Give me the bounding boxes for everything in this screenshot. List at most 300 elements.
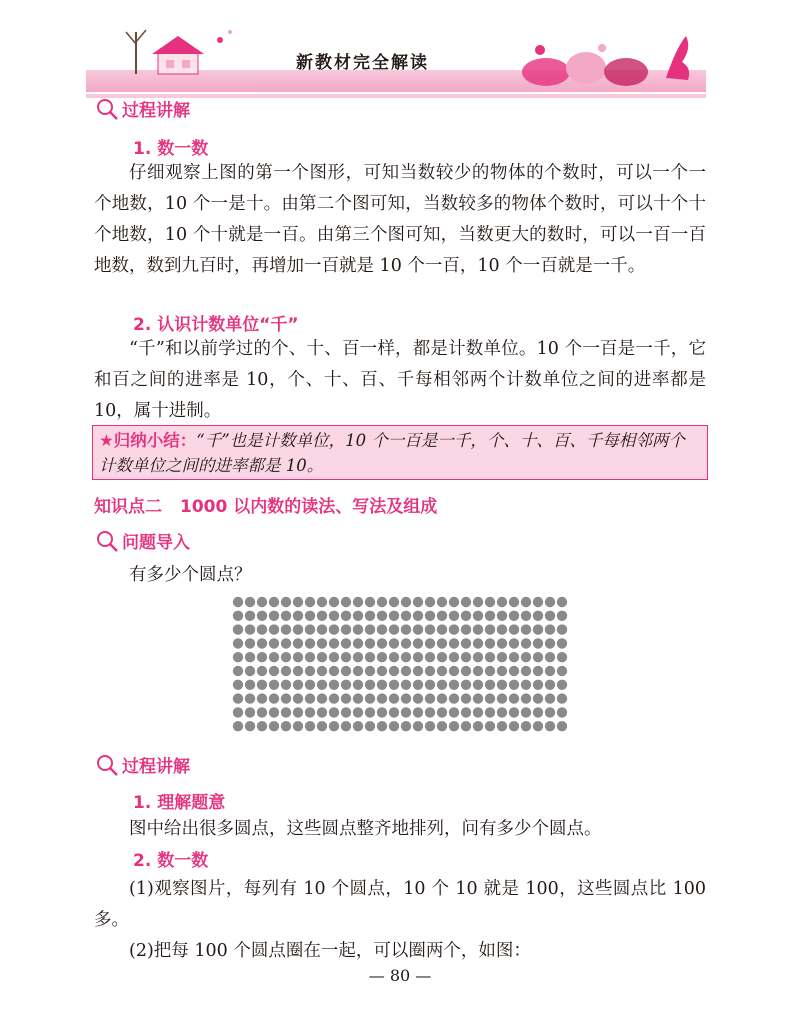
dot (389, 680, 399, 690)
dot (245, 666, 255, 676)
dot (509, 680, 519, 690)
dot (353, 666, 363, 676)
dot (257, 707, 267, 717)
dot (341, 597, 351, 607)
dot (389, 707, 399, 717)
dot (329, 624, 339, 634)
dot (473, 597, 483, 607)
dot (533, 638, 543, 648)
dot (545, 624, 555, 634)
subheading-understand: 1. 理解题意 (133, 793, 226, 813)
dot (365, 680, 375, 690)
dot (497, 624, 507, 634)
dot (497, 611, 507, 621)
dot (233, 624, 243, 634)
dot (281, 693, 291, 703)
dot (305, 693, 315, 703)
summary-box (92, 425, 708, 480)
dot (233, 680, 243, 690)
paragraph-understand: 图中给出很多圆点，这些圆点整齐地排列，问有多少个圆点。 (129, 819, 602, 839)
dot (245, 597, 255, 607)
dot (293, 611, 303, 621)
dot (281, 624, 291, 634)
dot (317, 693, 327, 703)
dot (281, 611, 291, 621)
dot (293, 638, 303, 648)
dot (485, 693, 495, 703)
dot (305, 638, 315, 648)
dot (257, 638, 267, 648)
dot (557, 721, 567, 731)
dot (377, 680, 387, 690)
dot (317, 638, 327, 648)
dot (449, 624, 459, 634)
dot (497, 666, 507, 676)
dot (341, 611, 351, 621)
dot (401, 624, 411, 634)
dot (257, 721, 267, 731)
dot (233, 611, 243, 621)
dot (317, 680, 327, 690)
dot (509, 597, 519, 607)
dot (533, 707, 543, 717)
dot (293, 721, 303, 731)
dot (329, 652, 339, 662)
dot (521, 597, 531, 607)
dot (317, 624, 327, 634)
dot (545, 680, 555, 690)
dot (473, 624, 483, 634)
dot (257, 666, 267, 676)
dot (245, 611, 255, 621)
dot (377, 624, 387, 634)
dot (413, 721, 423, 731)
dot (257, 624, 267, 634)
dot (425, 721, 435, 731)
dot (497, 680, 507, 690)
dot (449, 611, 459, 621)
dot (365, 652, 375, 662)
dot (485, 721, 495, 731)
dot (317, 597, 327, 607)
dot (497, 597, 507, 607)
dot (245, 693, 255, 703)
dot (413, 624, 423, 634)
dot (401, 707, 411, 717)
dot (389, 666, 399, 676)
dot (557, 680, 567, 690)
dot (449, 693, 459, 703)
dot (485, 680, 495, 690)
dot (233, 652, 243, 662)
dot (401, 721, 411, 731)
dot (473, 611, 483, 621)
dot (461, 624, 471, 634)
dot (401, 611, 411, 621)
dot (521, 693, 531, 703)
dot (245, 638, 255, 648)
dot (485, 597, 495, 607)
dot (413, 597, 423, 607)
dot (461, 611, 471, 621)
dot (389, 638, 399, 648)
subheading-unit-thousand: 2. 认识计数单位“千” (133, 315, 299, 335)
dot (269, 611, 279, 621)
dot (317, 707, 327, 717)
dot (257, 680, 267, 690)
dot (317, 611, 327, 621)
dot (293, 597, 303, 607)
dot (353, 597, 363, 607)
dot (533, 721, 543, 731)
dot (521, 652, 531, 662)
dot (473, 693, 483, 703)
dot (341, 693, 351, 703)
dot (521, 721, 531, 731)
dot (269, 666, 279, 676)
dot (509, 652, 519, 662)
dot (461, 597, 471, 607)
dot (329, 707, 339, 717)
dot (509, 707, 519, 717)
dot (233, 638, 243, 648)
dot (545, 693, 555, 703)
dot (461, 652, 471, 662)
dot (341, 707, 351, 717)
dot (389, 611, 399, 621)
dot (377, 721, 387, 731)
dot (329, 611, 339, 621)
dot (521, 680, 531, 690)
dot (389, 597, 399, 607)
dot (389, 693, 399, 703)
dot (509, 624, 519, 634)
dot (293, 652, 303, 662)
dot (329, 721, 339, 731)
dot (353, 707, 363, 717)
dot (233, 721, 243, 731)
dot (293, 693, 303, 703)
dot (281, 680, 291, 690)
dot (545, 638, 555, 648)
dot (341, 624, 351, 634)
dot (485, 707, 495, 717)
dot (353, 721, 363, 731)
dot (437, 638, 447, 648)
dot (293, 680, 303, 690)
dot (485, 666, 495, 676)
dot (233, 707, 243, 717)
dot (497, 707, 507, 717)
dot (425, 707, 435, 717)
dot (509, 638, 519, 648)
dot (461, 721, 471, 731)
dot (437, 693, 447, 703)
dot (389, 624, 399, 634)
dot (461, 707, 471, 717)
dot (353, 638, 363, 648)
dot (521, 611, 531, 621)
dot (317, 666, 327, 676)
section-heading-process-2: 过程讲解 (94, 752, 190, 777)
dot (425, 666, 435, 676)
dot (305, 680, 315, 690)
dot (521, 707, 531, 717)
dot (545, 611, 555, 621)
question-text: 有多少个圆点？ (129, 565, 252, 585)
dot (449, 652, 459, 662)
dot (257, 611, 267, 621)
dot (533, 666, 543, 676)
dot (533, 624, 543, 634)
dot (497, 652, 507, 662)
dot (401, 597, 411, 607)
dot (269, 652, 279, 662)
dot (449, 666, 459, 676)
dot (437, 611, 447, 621)
dot (245, 624, 255, 634)
dot (293, 666, 303, 676)
dot (509, 693, 519, 703)
dot (497, 638, 507, 648)
dot (449, 638, 459, 648)
dot (401, 652, 411, 662)
dot (305, 597, 315, 607)
dot (353, 611, 363, 621)
house-tree-illustration (108, 18, 258, 78)
dot (401, 693, 411, 703)
dot (329, 680, 339, 690)
paragraph-count: 仔细观察上图的第一个图形，可知当数较少的物体的个数时，可以一个一个地数，10 个一是十。由第二个图可知，当数较多的物体个数时，可以十个十个地数，10 个十就是一百。由第三个图可知，当数更大的数时，可以一百一百地数，数到九百时，再增加一百就是 10 个一百，10 个一百就是一千。 (94, 163, 706, 276)
dot (341, 680, 351, 690)
dot (425, 680, 435, 690)
summary-lead: ★归纳小结： (99, 431, 197, 450)
dot (365, 624, 375, 634)
dot (521, 624, 531, 634)
dot (377, 611, 387, 621)
dot (533, 652, 543, 662)
knowledge-point-heading (94, 492, 455, 517)
dot (341, 638, 351, 648)
dot (293, 707, 303, 717)
dot (269, 707, 279, 717)
dot (281, 721, 291, 731)
dot (269, 693, 279, 703)
dot (485, 638, 495, 648)
paragraph-observe: (1)观察图片，每列有 10 个圆点，10 个 10 就是 100，这些圆点比 100 多。 (94, 879, 706, 930)
dot (269, 597, 279, 607)
dot (245, 721, 255, 731)
dot (341, 721, 351, 731)
dot (341, 652, 351, 662)
dot (377, 693, 387, 703)
dot (449, 721, 459, 731)
dot (533, 611, 543, 621)
dot (305, 707, 315, 717)
dot (425, 652, 435, 662)
dot (449, 680, 459, 690)
dot (377, 652, 387, 662)
dot (557, 597, 567, 607)
section-heading-question: 问题导入 (94, 528, 190, 553)
dot (365, 597, 375, 607)
dot (269, 721, 279, 731)
dot (257, 597, 267, 607)
dot (473, 680, 483, 690)
dot (461, 638, 471, 648)
dot (413, 693, 423, 703)
page-number: — 80 — (368, 966, 432, 985)
dot (257, 693, 267, 703)
dot (473, 638, 483, 648)
dot (305, 721, 315, 731)
dot (269, 680, 279, 690)
dot (245, 652, 255, 662)
magnifier-icon (94, 97, 120, 121)
dot (389, 721, 399, 731)
dot (329, 638, 339, 648)
dot (245, 680, 255, 690)
dot (521, 666, 531, 676)
dot (533, 693, 543, 703)
dot (425, 611, 435, 621)
dot (497, 693, 507, 703)
dot (473, 666, 483, 676)
dot (437, 680, 447, 690)
header-title: 新教材完全解读 (296, 53, 429, 73)
dot (425, 624, 435, 634)
dot (449, 597, 459, 607)
dot (461, 693, 471, 703)
dot (233, 666, 243, 676)
dot (365, 638, 375, 648)
section-heading-process-1: 过程讲解 (94, 96, 190, 121)
dot (509, 721, 519, 731)
dot (401, 680, 411, 690)
dot (281, 652, 291, 662)
dot (533, 597, 543, 607)
dot (437, 707, 447, 717)
dot (557, 666, 567, 676)
dot (413, 638, 423, 648)
dot (557, 652, 567, 662)
subheading-count: 1. 数一数 (133, 139, 209, 159)
dot (557, 693, 567, 703)
dot (293, 624, 303, 634)
dot (305, 611, 315, 621)
dot (245, 707, 255, 717)
dot (365, 707, 375, 717)
magnifier-icon (94, 529, 120, 553)
dot (545, 666, 555, 676)
dot (269, 638, 279, 648)
dot (353, 680, 363, 690)
dot (509, 611, 519, 621)
dot (485, 652, 495, 662)
dot-grid-figure (232, 596, 572, 736)
dot (437, 597, 447, 607)
dot (329, 666, 339, 676)
dot (485, 624, 495, 634)
dot (317, 721, 327, 731)
dot (233, 597, 243, 607)
dot (509, 666, 519, 676)
dot (437, 652, 447, 662)
dot (485, 611, 495, 621)
dot (305, 652, 315, 662)
dot (365, 611, 375, 621)
dot (533, 680, 543, 690)
subheading-count-2: 2. 数一数 (133, 851, 209, 871)
dot (377, 638, 387, 648)
dot (413, 666, 423, 676)
page-header (86, 18, 706, 96)
dot (317, 652, 327, 662)
dot (341, 666, 351, 676)
dot (545, 721, 555, 731)
dot (401, 638, 411, 648)
dot (473, 721, 483, 731)
dot (305, 624, 315, 634)
dot (377, 707, 387, 717)
dot (497, 721, 507, 731)
dot (413, 652, 423, 662)
dot (305, 666, 315, 676)
dot (521, 638, 531, 648)
dot (545, 597, 555, 607)
dot (461, 680, 471, 690)
dot (365, 693, 375, 703)
dot (353, 624, 363, 634)
dot (365, 721, 375, 731)
dot (425, 638, 435, 648)
dot (473, 707, 483, 717)
dot (281, 707, 291, 717)
dot (281, 638, 291, 648)
dot (353, 693, 363, 703)
dot (437, 721, 447, 731)
dot (389, 652, 399, 662)
flower-illustration (516, 28, 706, 88)
paragraph-circle: (2)把每 100 个圆点圈在一起，可以圈两个，如图： (129, 941, 531, 961)
dot (425, 597, 435, 607)
dot (557, 624, 567, 634)
summary-text: “千”也是计数单位，10 个一百是一千，个、十、百、千每相邻两个计数单位之间的进率都是 10。 (99, 431, 685, 475)
dot (437, 666, 447, 676)
dot (413, 680, 423, 690)
dot (257, 652, 267, 662)
dot (557, 638, 567, 648)
dot (329, 693, 339, 703)
dot (473, 652, 483, 662)
dot (413, 707, 423, 717)
dot (557, 707, 567, 717)
dot (353, 652, 363, 662)
paragraph-unit-thousand: “千”和以前学过的个、十、百一样，都是计数单位。10 个一百是一千，它和百之间的进率是 10，个、十、百、千每相邻两个计数单位之间的进率都是 10，属十进制。 (94, 339, 706, 421)
dot (401, 666, 411, 676)
dot (545, 707, 555, 717)
dot (281, 597, 291, 607)
dot (557, 611, 567, 621)
knowledge-point-label: 知识点二 (94, 497, 162, 517)
dot (425, 693, 435, 703)
dot (365, 666, 375, 676)
dot (437, 624, 447, 634)
dot (233, 693, 243, 703)
knowledge-point-title: 1000 以内数的读法、写法及组成 (180, 497, 438, 517)
dot (377, 666, 387, 676)
dot (461, 666, 471, 676)
